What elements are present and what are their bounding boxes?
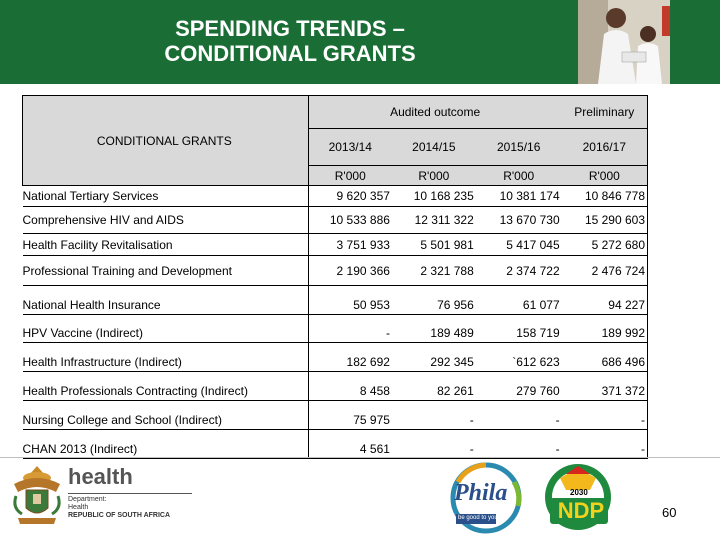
row-value: 75 975	[308, 401, 392, 430]
dept-label: Department:	[68, 496, 107, 503]
row-label: National Health Insurance	[23, 286, 309, 315]
audited-outcome-header: Audited outcome	[308, 96, 562, 129]
row-value: 10 168 235	[392, 186, 476, 207]
slide-title-line2: CONDITIONAL GRANTS	[164, 41, 416, 66]
corner-header	[23, 96, 309, 186]
row-value: -	[308, 315, 392, 343]
phila-tagline: be good to you	[458, 515, 498, 521]
unit-header: R'000	[392, 166, 476, 186]
table-row	[23, 343, 648, 372]
row-label: Comprehensive HIV and AIDS	[23, 207, 309, 234]
year-header: 2013/14	[308, 129, 392, 166]
row-value: 15 290 603	[562, 207, 648, 234]
row-label: Health Facility Revitalisation	[23, 234, 309, 256]
row-value: 2 374 722	[476, 256, 562, 286]
row-value: 5 272 680	[562, 234, 648, 256]
row-value: 5 417 045	[476, 234, 562, 256]
row-value: 2 321 788	[392, 256, 476, 286]
row-value: -	[562, 430, 648, 459]
row-value: 158 719	[476, 315, 562, 343]
row-value: `612 623	[476, 343, 562, 372]
row-value: 8 458	[308, 372, 392, 401]
table-row	[23, 401, 648, 430]
row-value: 279 760	[476, 372, 562, 401]
row-value: 50 953	[308, 286, 392, 315]
row-value: 2 476 724	[562, 256, 648, 286]
table-row	[23, 207, 648, 234]
row-value: 76 956	[392, 286, 476, 315]
row-value: -	[476, 430, 562, 459]
preliminary-header: Preliminary	[562, 96, 648, 129]
ndp-2030-logo	[540, 462, 620, 532]
row-value: 10 533 886	[308, 207, 392, 234]
row-value: 10 381 174	[476, 186, 562, 207]
conditional-grants-table	[22, 95, 648, 459]
health-wordmark: health	[68, 464, 133, 489]
row-value: 686 496	[562, 343, 648, 372]
slide-title-line1: SPENDING TRENDS –	[175, 16, 405, 41]
table-row	[23, 234, 648, 256]
row-label: Professional Training and Development	[23, 256, 309, 286]
table-row	[23, 286, 648, 315]
phila-logo	[446, 462, 528, 534]
row-value: -	[392, 430, 476, 459]
row-value: 13 670 730	[476, 207, 562, 234]
row-value: 61 077	[476, 286, 562, 315]
row-value: 10 846 778	[562, 186, 648, 207]
slide-title	[100, 16, 480, 66]
row-value: 189 992	[562, 315, 648, 343]
table-row	[23, 256, 648, 286]
corner-label: CONDITIONAL GRANTS	[96, 133, 232, 148]
dept-country: REPUBLIC OF SOUTH AFRICA	[68, 512, 171, 519]
table-row	[23, 186, 648, 207]
row-value: -	[392, 401, 476, 430]
row-label: National Tertiary Services	[23, 186, 309, 207]
unit-header: R'000	[562, 166, 648, 186]
row-label: Health Professionals Contracting (Indirect)	[23, 372, 309, 401]
unit-header: R'000	[476, 166, 562, 186]
row-value: 371 372	[562, 372, 648, 401]
year-header: 2016/17	[562, 129, 648, 166]
row-value: -	[476, 401, 562, 430]
row-value: 9 620 357	[308, 186, 392, 207]
table-row	[23, 315, 648, 343]
wordmark-rule	[68, 493, 192, 494]
row-value: 292 345	[392, 343, 476, 372]
ndp-year: 2030	[570, 488, 588, 497]
row-label: CHAN 2013 (Indirect)	[23, 430, 309, 459]
row-label: HPV Vaccine (Indirect)	[23, 315, 309, 343]
ndp-wordmark: NDP	[557, 498, 605, 523]
row-value: 5 501 981	[392, 234, 476, 256]
row-value: 2 190 366	[308, 256, 392, 286]
header-photo	[578, 0, 670, 84]
page-number: 60	[662, 505, 677, 520]
row-value: 4 561	[308, 430, 392, 459]
row-value: 3 751 933	[308, 234, 392, 256]
dept-name: Health	[68, 504, 89, 511]
coat-of-arms-icon	[8, 462, 66, 528]
year-header: 2014/15	[392, 129, 476, 166]
row-value: 94 227	[562, 286, 648, 315]
phila-wordmark: Phila	[454, 480, 508, 506]
year-header: 2015/16	[476, 129, 562, 166]
row-value: 12 311 322	[392, 207, 476, 234]
footer-divider	[0, 457, 720, 458]
unit-header: R'000	[308, 166, 392, 186]
row-value: 82 261	[392, 372, 476, 401]
row-value: -	[562, 401, 648, 430]
row-label: Nursing College and School (Indirect)	[23, 401, 309, 430]
row-value: 182 692	[308, 343, 392, 372]
table-row	[23, 430, 648, 459]
department-of-health-logo	[8, 460, 198, 530]
row-value: 189 489	[392, 315, 476, 343]
table-row	[23, 372, 648, 401]
row-label: Health Infrastructure (Indirect)	[23, 343, 309, 372]
